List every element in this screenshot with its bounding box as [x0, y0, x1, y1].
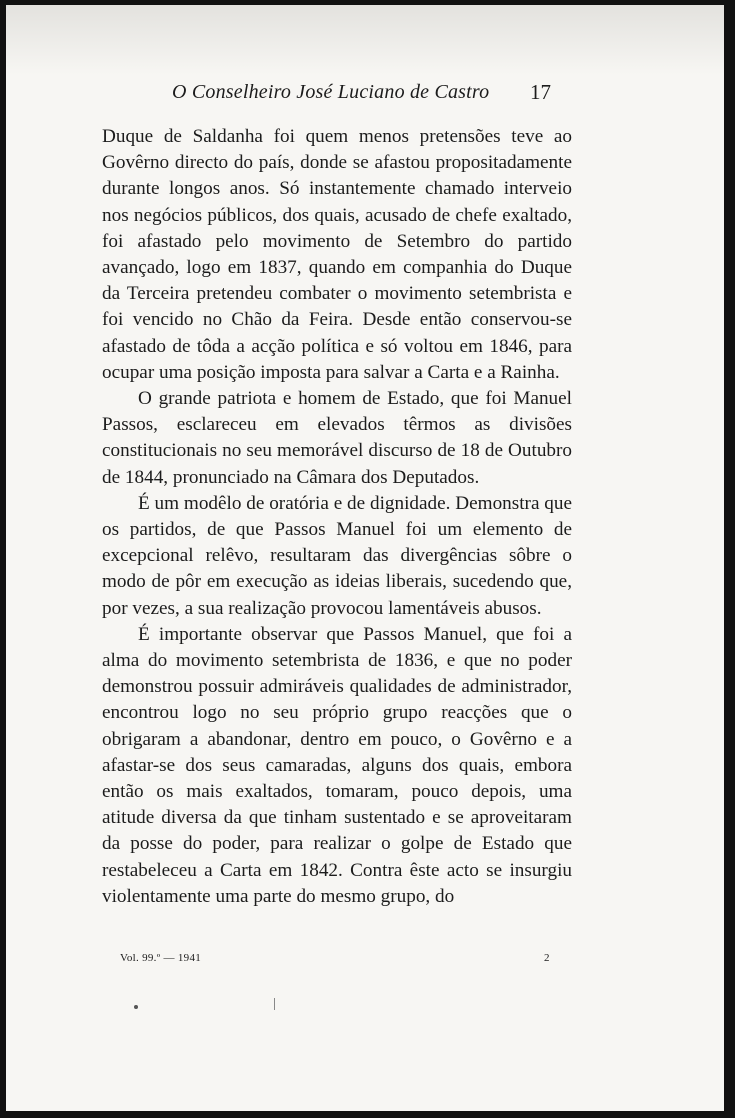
page-footer: [6, 952, 724, 972]
page-number: 17: [530, 80, 551, 104]
book-page: [6, 5, 724, 1111]
scan-border: [724, 0, 735, 1118]
running-title: O Conselheiro José Luciano de Castro: [172, 81, 490, 103]
paragraph: É um modêlo de oratória e de dignidade. Demonstra que os partidos, de que Passos Manuel foi um elemento de excepcional relêvo, resultaram das divergências sôbre o modo de pôr em execução as ideias liberais, sucedendo que, por vezes, a sua realização provocou lamentáveis abusos.: [102, 492, 572, 619]
page-header: [6, 77, 724, 107]
body-text: [102, 124, 572, 910]
scan-speck: [134, 1005, 138, 1009]
volume-signature: Vol. 99.º — 1941: [120, 952, 202, 964]
paragraph: O grande patriota e homem de Estado, que foi Manuel Passos, esclareceu em elevados têrmos as divisões constitucionais no seu memorável discurso de 18 de Outubro de 1844, pronunciado na Câmara dos Deputados.: [102, 388, 572, 488]
scan-speck: [274, 998, 275, 1010]
paragraph: Duque de Saldanha foi quem menos pretensões teve ao Govêrno directo do país, donde se afastou propositadamente durante longos anos. Só instantemente chamado interveio nos negócios públicos, dos quais, acusado de chefe exaltado, foi afastado pelo movimento de Setembro do partido avançado, logo em 1837, quando em companhia do Duque da Terceira pretendeu combater o movimento setembrista e foi vencido no Chão da Feira. Desde então conservou-se afastado de tôda a acção política e só voltou em 1846, para ocupar uma posição imposta para salvar a Carta e a Rainha.: [102, 126, 572, 383]
signature-mark: 2: [544, 952, 550, 964]
paragraph: É importante observar que Passos Manuel, que foi a alma do movimento setembrista de 1836, e que no poder demonstrou possuir admiráveis qualidades de administrador, encontrou logo no seu próprio grupo reacções que o obrigaram a abandonar, dentro em pouco, o Govêrno e a afastar-se dos seus camaradas, alguns dos quais, embora então os mais exaltados, tomaram, pouco depois, uma atitude diversa da que tinham sustentado e se aproveitaram da posse do poder, para realizar o golpe de Estado que restabeleceu a Carta em 1842. Contra êste acto se insurgiu violentamente uma parte do mesmo grupo, do: [102, 623, 572, 907]
